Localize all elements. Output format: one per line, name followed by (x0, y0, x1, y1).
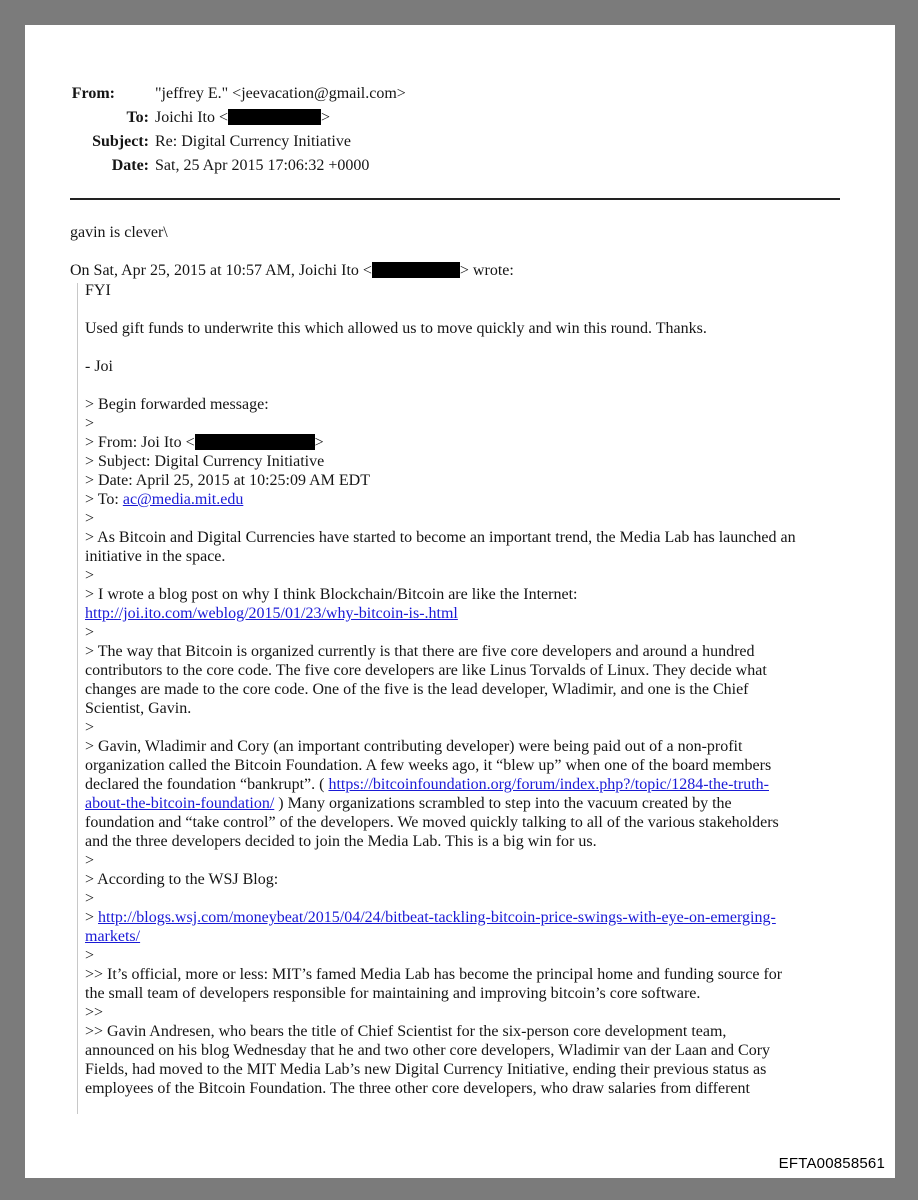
to-label: To: (126, 109, 149, 126)
para4-line2: organization called the Bitcoin Foundation. A few weeks ago, it “blew up” when one of the board members (85, 757, 772, 774)
para6-pre: > (85, 909, 99, 926)
foundation-link[interactable]: https://bitcoinfoundation.org/forum/index.php?/topic/1284-the-truth- (328, 776, 769, 793)
quote-marker: > (85, 415, 95, 432)
para8-line3: Fields, had moved to the MIT Media Lab’s new Digital Currency Initiative, ending their previous status as (85, 1061, 767, 1078)
quote-bar (77, 283, 78, 1114)
attribution-pre: On Sat, Apr 25, 2015 at 10:57 AM, Joichi Ito < (70, 262, 372, 279)
document-page (25, 25, 895, 1178)
para1-line2: initiative in the space. (85, 548, 226, 565)
redaction-box (195, 434, 315, 450)
document-id: EFTA00858561 (778, 1155, 885, 1172)
quote-marker: > (85, 510, 95, 527)
header-divider (70, 198, 840, 200)
para4-line4 (85, 794, 732, 813)
fwd-to (85, 490, 243, 509)
foundation-link-cont[interactable]: about-the-bitcoin-foundation/ (85, 795, 275, 812)
signature: - Joi (85, 358, 113, 375)
para4-line3-pre: declared the foundation “bankrupt”. ( (85, 776, 329, 793)
para8-line1: >> Gavin Andresen, who bears the title of Chief Scientist for the six-person core development team, (85, 1023, 727, 1040)
para3-line4: Scientist, Gavin. (85, 700, 192, 717)
para4-line6: and the three developers decided to join the Media Lab. This is a big win for us. (85, 833, 597, 850)
from-value: "jeffrey E." <jeevacation@gmail.com> (155, 85, 406, 102)
from-label: From: (71, 85, 115, 102)
fwd-date: > Date: April 25, 2015 at 10:25:09 AM EDT (85, 472, 370, 489)
subject-label: Subject: (92, 133, 149, 150)
para7-line1: >> It’s official, more or less: MIT’s famed Media Lab has become the principal home and funding source for (85, 966, 783, 983)
para3-line2: contributors to the core code. The five core developers are like Linus Torvalds of Linux. They decide what (85, 662, 767, 679)
para2-line1: > I wrote a blog post on why I think Blockchain/Bitcoin are like the Internet: (85, 586, 578, 603)
fwd-from-post: > (314, 434, 324, 451)
wsj-link[interactable]: http://blogs.wsj.com/moneybeat/2015/04/24/bitbeat-tackling-bitcoin-price-swings-with-eye-on-emerging- (98, 909, 776, 926)
para1-line1: > As Bitcoin and Digital Currencies have started to become an important trend, the Media Lab has launched an (85, 529, 796, 546)
para6-line1 (85, 908, 776, 927)
quote-marker: > (85, 947, 95, 964)
quote-marker: > (85, 719, 95, 736)
para6-line2 (85, 927, 140, 946)
fwd-from (85, 433, 324, 452)
blog-link[interactable]: http://joi.ito.com/weblog/2015/01/23/why-bitcoin-is-.html (85, 605, 458, 622)
para8-line2: announced on his blog Wednesday that he and two other core developers, Wladimir van der Laan and Cory (85, 1042, 771, 1059)
fwd-subject: > Subject: Digital Currency Initiative (85, 453, 325, 470)
reply-text: gavin is clever\ (70, 224, 168, 241)
para3-line3: changes are made to the core code. One of the five is the lead developer, Wladimir, and one is the Chief (85, 681, 749, 698)
redaction-box (228, 109, 321, 125)
attribution-line (70, 261, 514, 280)
quote-marker: > (85, 890, 95, 907)
para8-line4: employees of the Bitcoin Foundation. The three other core developers, who draw salaries from different (85, 1080, 750, 1097)
to-name: Joichi Ito < (155, 109, 229, 126)
para7-line2: the small team of developers responsible for maintaining and improving bitcoin’s core software. (85, 985, 701, 1002)
quote-marker: > (85, 624, 95, 641)
para2-link-line (85, 604, 458, 623)
quote-marker: > (85, 852, 95, 869)
para4-line4-post: ) Many organizations scrambled to step into the vacuum created by the (274, 795, 732, 812)
attribution-post: > wrote: (459, 262, 514, 279)
redaction-box (372, 262, 460, 278)
date-label: Date: (111, 157, 149, 174)
subject-value: Re: Digital Currency Initiative (155, 133, 351, 150)
fyi-line: FYI (85, 282, 111, 299)
fwd-begin: > Begin forwarded message: (85, 396, 269, 413)
double-quote-marker: >> (85, 1004, 104, 1021)
para4-line5: foundation and “take control” of the developers. We moved quickly talking to all of the various stakeholders (85, 814, 779, 831)
fwd-from-pre: > From: Joi Ito < (85, 434, 195, 451)
wsj-link-cont[interactable]: markets/ (85, 928, 141, 945)
to-close: > (321, 109, 331, 126)
gift-line: Used gift funds to underwrite this which allowed us to move quickly and win this round. Thanks. (85, 320, 707, 337)
to-value (155, 108, 330, 127)
fwd-to-pre: > To: (85, 491, 123, 508)
para3-line1: > The way that Bitcoin is organized currently is that there are five core developers and around a hundred (85, 643, 755, 660)
date-value: Sat, 25 Apr 2015 17:06:32 +0000 (155, 157, 370, 174)
email-link[interactable]: ac@media.mit.edu (122, 491, 244, 508)
para4-line3 (85, 775, 769, 794)
quote-marker: > (85, 567, 95, 584)
para4-line1: > Gavin, Wladimir and Cory (an important contributing developer) were being paid out of a non-profit (85, 738, 743, 755)
para5: > According to the WSJ Blog: (85, 871, 279, 888)
